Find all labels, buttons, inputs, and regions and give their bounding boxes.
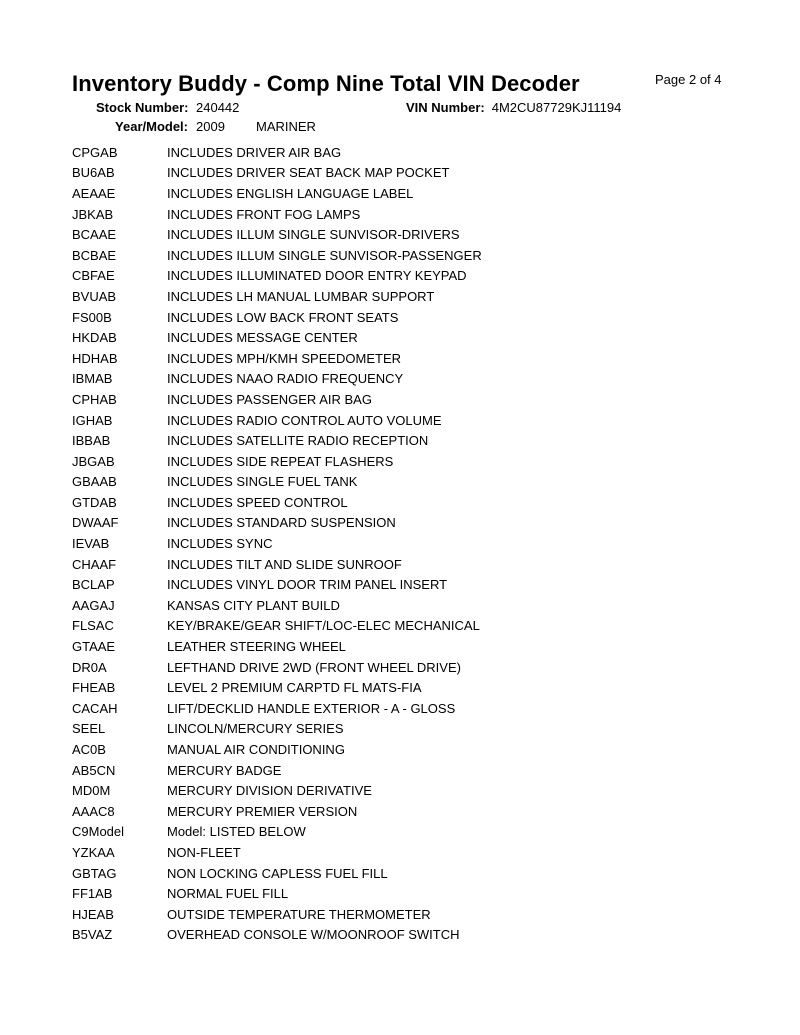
- option-code: CPGAB: [72, 144, 118, 160]
- option-description: MERCURY BADGE: [167, 762, 282, 778]
- option-row: [72, 410, 632, 431]
- option-code: HJEAB: [72, 906, 114, 922]
- option-description: INCLUDES STANDARD SUSPENSION: [167, 515, 396, 531]
- option-code: GBAAB: [72, 474, 117, 490]
- option-row: [72, 616, 632, 637]
- option-description: LEVEL 2 PREMIUM CARPTD FL MATS-FIA: [167, 680, 422, 696]
- option-row: [72, 801, 632, 822]
- option-description: INCLUDES VINYL DOOR TRIM PANEL INSERT: [167, 577, 448, 593]
- option-code: FS00B: [72, 309, 112, 325]
- vin-number-label: VIN Number:: [406, 100, 485, 115]
- option-code: GTDAB: [72, 494, 117, 510]
- year-value: 2009: [196, 119, 225, 134]
- option-description: INCLUDES SINGLE FUEL TANK: [167, 474, 358, 490]
- option-row: [72, 513, 632, 534]
- option-description: INCLUDES LOW BACK FRONT SEATS: [167, 309, 399, 325]
- option-description: INCLUDES RADIO CONTROL AUTO VOLUME: [167, 412, 442, 428]
- option-description: INCLUDES DRIVER AIR BAG: [167, 144, 342, 160]
- option-code: AAAC8: [72, 803, 115, 819]
- option-row: [72, 266, 632, 287]
- option-row: [72, 657, 632, 678]
- option-description: INCLUDES SPEED CONTROL: [167, 494, 348, 510]
- option-row: [72, 327, 632, 348]
- option-description: INCLUDES NAAO RADIO FREQUENCY: [167, 371, 404, 387]
- option-code: GBTAG: [72, 865, 117, 881]
- option-description: INCLUDES PASSENGER AIR BAG: [167, 391, 372, 407]
- option-description: MERCURY PREMIER VERSION: [167, 803, 358, 819]
- option-description: KEY/BRAKE/GEAR SHIFT/LOC-ELEC MECHANICAL: [167, 618, 480, 634]
- option-code: IBMAB: [72, 371, 113, 387]
- stock-number-row: [96, 100, 239, 115]
- option-row: [72, 369, 632, 390]
- option-code: CBFAE: [72, 268, 115, 284]
- option-description: KANSAS CITY PLANT BUILD: [167, 597, 340, 613]
- option-code-list: [72, 142, 632, 945]
- option-code: MD0M: [72, 783, 111, 799]
- option-row: [72, 492, 632, 513]
- option-row: [72, 163, 632, 184]
- option-row: [72, 760, 632, 781]
- option-description: INCLUDES SATELLITE RADIO RECEPTION: [167, 433, 429, 449]
- option-code: CHAAF: [72, 556, 117, 572]
- option-description: INCLUDES MESSAGE CENTER: [167, 330, 358, 346]
- option-code: B5VAZ: [72, 927, 113, 943]
- option-row: [72, 842, 632, 863]
- option-code: BCLAP: [72, 577, 115, 593]
- option-code: FLSAC: [72, 618, 114, 634]
- option-description: MANUAL AIR CONDITIONING: [167, 742, 345, 758]
- option-description: INCLUDES ILLUM SINGLE SUNVISOR-DRIVERS: [167, 227, 460, 243]
- year-model-label: Year/Model:: [115, 119, 188, 134]
- option-code: HDHAB: [72, 350, 118, 366]
- option-description: LEATHER STEERING WHEEL: [167, 639, 346, 655]
- stock-number-label: Stock Number:: [96, 100, 189, 115]
- option-code: CPHAB: [72, 391, 117, 407]
- option-code: BVUAB: [72, 288, 117, 304]
- option-row: [72, 224, 632, 245]
- option-row: [72, 863, 632, 884]
- option-code: DR0A: [72, 659, 107, 675]
- option-row: [72, 925, 632, 946]
- option-row: [72, 636, 632, 657]
- option-description: INCLUDES SYNC: [167, 536, 273, 552]
- option-code: FF1AB: [72, 886, 113, 902]
- option-description: INCLUDES FRONT FOG LAMPS: [167, 206, 361, 222]
- option-code: YZKAA: [72, 844, 115, 860]
- option-description: NORMAL FUEL FILL: [167, 886, 289, 902]
- option-row: [72, 472, 632, 493]
- option-description: INCLUDES LH MANUAL LUMBAR SUPPORT: [167, 288, 435, 304]
- option-code: JBGAB: [72, 453, 115, 469]
- option-description: INCLUDES DRIVER SEAT BACK MAP POCKET: [167, 165, 450, 181]
- option-code: AC0B: [72, 742, 106, 758]
- page-title: Inventory Buddy - Comp Nine Total VIN Decoder: [72, 71, 580, 96]
- option-code: HKDAB: [72, 330, 117, 346]
- option-row: [72, 245, 632, 266]
- option-code: FHEAB: [72, 680, 116, 696]
- option-row: [72, 822, 632, 843]
- option-description: LIFT/DECKLID HANDLE EXTERIOR - A - GLOSS: [167, 700, 456, 716]
- option-row: [72, 883, 632, 904]
- option-code: GTAAE: [72, 639, 116, 655]
- option-row: [72, 698, 632, 719]
- option-code: BCBAE: [72, 247, 117, 263]
- year-model-row: [96, 119, 316, 134]
- option-row: [72, 348, 632, 369]
- option-code: JBKAB: [72, 206, 114, 222]
- option-row: [72, 677, 632, 698]
- option-code: DWAAF: [72, 515, 119, 531]
- option-code: SEEL: [72, 721, 106, 737]
- option-row: [72, 595, 632, 616]
- option-description: INCLUDES ENGLISH LANGUAGE LABEL: [167, 185, 414, 201]
- option-row: [72, 389, 632, 410]
- option-code: BCAAE: [72, 227, 117, 243]
- option-row: [72, 574, 632, 595]
- option-row: [72, 533, 632, 554]
- option-row: [72, 719, 632, 740]
- option-row: [72, 739, 632, 760]
- option-description: LINCOLN/MERCURY SERIES: [167, 721, 344, 737]
- option-code: AAGAJ: [72, 597, 115, 613]
- option-code: IGHAB: [72, 412, 113, 428]
- option-description: Model: LISTED BELOW: [167, 824, 306, 840]
- option-row: [72, 204, 632, 225]
- option-description: NON-FLEET: [167, 844, 241, 860]
- option-row: [72, 142, 632, 163]
- option-row: [72, 307, 632, 328]
- option-description: INCLUDES ILLUM SINGLE SUNVISOR-PASSENGER: [167, 247, 482, 263]
- option-description: MERCURY DIVISION DERIVATIVE: [167, 783, 372, 799]
- option-description: INCLUDES TILT AND SLIDE SUNROOF: [167, 556, 402, 572]
- option-row: [72, 904, 632, 925]
- option-description: OVERHEAD CONSOLE W/MOONROOF SWITCH: [167, 927, 460, 943]
- option-description: LEFTHAND DRIVE 2WD (FRONT WHEEL DRIVE): [167, 659, 461, 675]
- vin-number-value: 4M2CU87729KJ11194: [491, 100, 622, 115]
- option-code: IEVAB: [72, 536, 110, 552]
- option-row: [72, 780, 632, 801]
- option-code: AEAAE: [72, 185, 116, 201]
- vin-number-row: [406, 100, 621, 115]
- option-code: AB5CN: [72, 762, 116, 778]
- stock-number-value: 240442: [196, 100, 240, 115]
- option-description: INCLUDES MPH/KMH SPEEDOMETER: [167, 350, 402, 366]
- option-code: C9Model: [72, 824, 125, 840]
- option-row: [72, 183, 632, 204]
- model-value: MARINER: [256, 119, 316, 134]
- option-description: OUTSIDE TEMPERATURE THERMOMETER: [167, 906, 431, 922]
- option-row: [72, 286, 632, 307]
- option-description: INCLUDES ILLUMINATED DOOR ENTRY KEYPAD: [167, 268, 467, 284]
- option-row: [72, 451, 632, 472]
- option-row: [72, 554, 632, 575]
- option-code: BU6AB: [72, 165, 115, 181]
- option-row: [72, 430, 632, 451]
- option-description: INCLUDES SIDE REPEAT FLASHERS: [167, 453, 394, 469]
- option-code: CACAH: [72, 700, 118, 716]
- option-description: NON LOCKING CAPLESS FUEL FILL: [167, 865, 388, 881]
- option-code: IBBAB: [72, 433, 111, 449]
- page-number: Page 2 of 4: [655, 72, 722, 87]
